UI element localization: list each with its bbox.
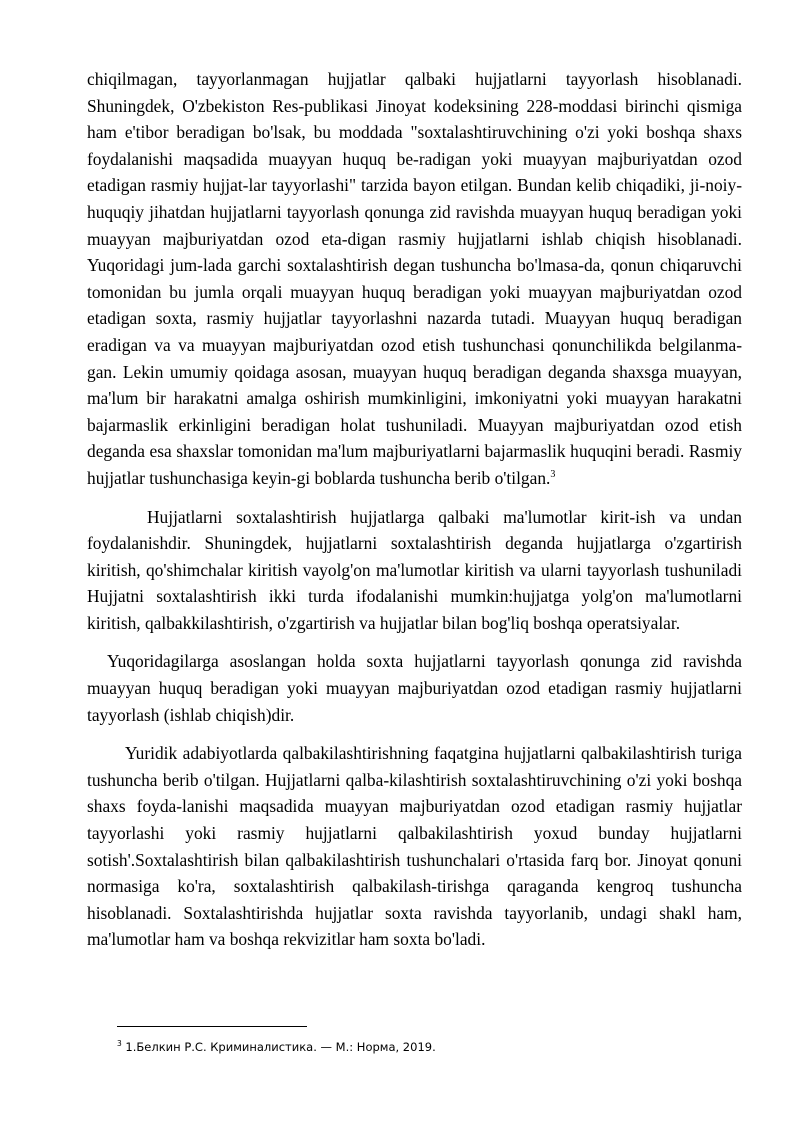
paragraph: Hujjatlarni soxtalashtirish hujjatlarga qalbaki ma'lumotlar kirit-ish va undan foydalanishdir. Shuningdek, hujjatlarni soxtalashtirish deganda hujjatlarga o'zgartirish kiritish, qo'shimchalar kiritish vayolg'on ma'lumotlar kiritish va ularni tayyorlash tushuniladi Hujjatni soxtalashtirish ikki turda ifodalanishi mumkin:hujjatga yolg'on ma'lumotlarni kiritish, qalbakkilashtirish, o'zgartirish va hujjatlar bilan bog'liq boshqa operatsiyalar. [87,506,742,633]
paragraph [87,66,742,492]
footnote-reference[interactable]: 3 [550,469,556,481]
paragraph: Yuridik adabiyotlarda qalbakilashtirishning faqatgina hujjatlarni qalbakilashtirish turiga tushuncha berib o'tilgan. Hujjatlarni qalba-kilashtirish soxtalashtiruvchining o'zi yoki boshqa shaxs foyda-lanishi maqsadida muayyan majburiyatdan ozod etadigan rasmiy hujjatlar tayyorlashi yoki rasmiy hujjatlarni qalbakilashtirish yoxud bunday hujjatlarni sotish'.Soxtalashtirish bilan qalbakilashtirish tushunchalari o'rtasida farq bor. Jinoyat qonuni normasiga ko'ra, soxtalashtirish qalbakilash-tirishga qaraganda kengroq tushuncha hisoblanadi. Soxtalashtirishda hujjatlar soxta ravishda tayyorlanib, undagi shakl ham, ma'lumotlar ham va boshqa rekvizitlar ham soxta bo'ladi. [87,743,742,950]
body-text [87,66,742,953]
paragraph: Yuqoridagilarga asoslangan holda soxta hujjatlarni tayyorlash qonunga zid ravishda muayyan huquq beradigan yoki muayyan majburiyatdan ozod etadigan rasmiy hujjatlarni tayyorlash (ishlab chiqish)dir. [87,651,742,725]
footnote [117,1040,436,1054]
footnote-divider [117,1026,307,1027]
footnote-text: 1.Белкин Р.С. Криминалистика. — М.: Норма, 2019. [121,1040,436,1054]
footnote-number: 3 [117,1039,122,1049]
paragraph-text: chiqilmagan, tayyorlanmagan hujjatlar qalbaki hujjatlarni tayyorlash hisoblanadi. Shuningdek, O'zbekiston Res-publikasi Jinoyat kodeksining 228-moddasi birinchi qismiga ham e'tibor beradigan bo'lsak, bu moddada "soxtalashtiruvchining o'zi yoki boshqa shaxs foydalanishi maqsadida muayyan huquq be-radigan yoki muayyan majburiyatdan ozod etadigan rasmiy hujjat-lar tayyorlashi" tarzida bayon etilgan. Bundan kelib chiqadiki, ji-noiy-huquqiy jihatdan hujjatlarni tayyorlash qonunga zid ravishda muayyan huquq beradigan yoki muayyan majburiyatdan ozod eta-digan rasmiy hujjatlarni ishlab chiqish hisoblanadi. Yuqoridagi jum-lada garchi soxtalashtirish degan tushuncha bo'lmasa-da, qonun chiqaruvchi tomonidan bu jumla orqali muayyan huquq beradigan yoki muayyan majburiyatdan ozod etadigan soxta, rasmiy hujjatlar tayyorlashni nazarda tutadi. Muayyan huquq beradigan eradigan va va muayyan majburiyatdan ozod etish tushunchasi qonunchilikda belgilanma-gan. Lekin umumiy qoidaga asosan, muayyan huquq beradigan deganda shaxsga muayyan, ma'lum bir harakatni amalga oshirish mumkinligini, imkoniyatni yoki muayyan harakatni bajarmaslik erkinligini beradigan holat tushuniladi. Muayyan majburiyatdan ozod etish deganda esa shaxslar tomonidan ma'lum majburiyatlarni bajarmaslik huquqini beradi. Rasmiy hujjatlar tushunchasiga keyin-gi boblarda tushuncha berib o'tilgan. [87,69,742,488]
